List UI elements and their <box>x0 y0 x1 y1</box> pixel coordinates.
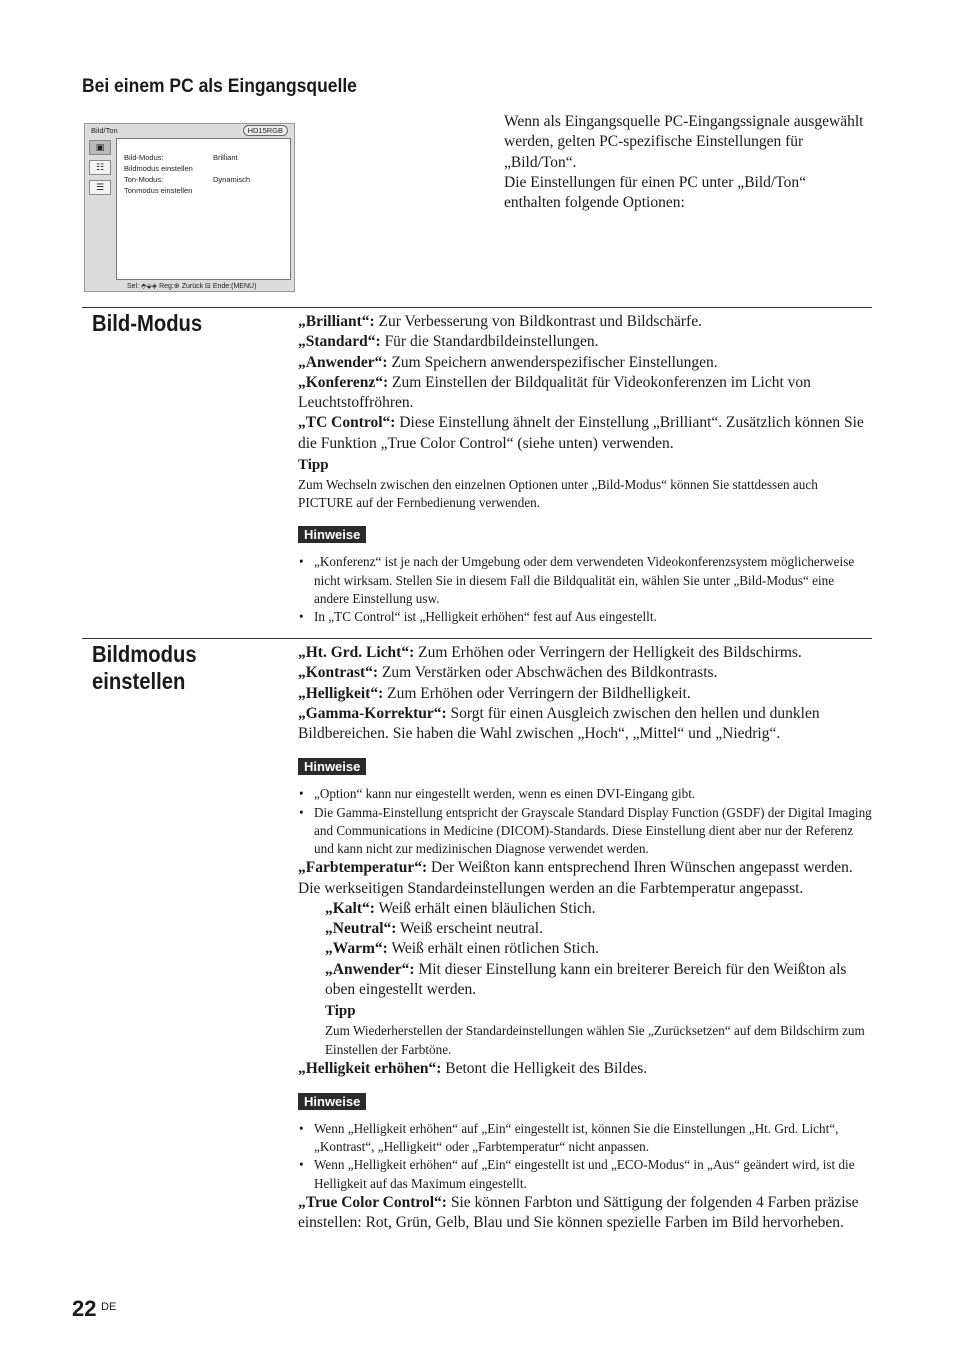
section-title-bildmodus-einstellen: Bildmodus einstellen <box>92 641 197 694</box>
option-item: „Helligkeit“: Zum Erhöhen oder Verringern der Bildhelligkeit. <box>298 684 691 702</box>
option-item: „Konferenz“: Zum Einstellen der Bildqualität für Videokonferenzen im Licht von Leuchtstoffröhren. <box>298 373 811 412</box>
menu-row-value: Brilliant <box>213 153 238 162</box>
settings-icon: ☷ <box>89 160 111 175</box>
page-language: DE <box>101 1301 117 1313</box>
note-item: • Wenn „Helligkeit erhöhen“ auf „Ein“ eingestellt ist und „ECO-Modus“ in „Aus“ geändert wird, ist die Helligkeit auf das Maximum eingestellt. <box>298 1156 872 1192</box>
menu-row-label: Ton-Modus: <box>124 175 164 184</box>
note-item: • Wenn „Helligkeit erhöhen“ auf „Ein“ eingestellt ist, können Sie die Einstellungen „Ht. Grd. Licht“, „Kontrast“, „Helligkeit“ oder „Farbtemperatur“ nicht anpassen. <box>298 1120 872 1156</box>
tip-text: Zum Wiederherstellen der Standardeinstellungen wählen Sie „Zurücksetzen“ auf dem Bildschirm zum Einstellen der Farbtöne. <box>325 1023 865 1057</box>
section-divider <box>82 638 872 639</box>
sub-option-item: „Anwender“: Mit dieser Einstellung kann ein breiterer Bereich für den Weißton als oben eingestellt werden. <box>325 960 847 999</box>
tip-text: Zum Wechseln zwischen den einzelnen Optionen unter „Bild-Modus“ können Sie stattdessen auch PICTURE auf der Fernbedienung verwenden. <box>298 477 818 511</box>
page-number: 22 <box>72 1296 97 1321</box>
tip-title: Tipp <box>298 457 329 474</box>
menu-screenshot <box>84 123 295 292</box>
notes-list <box>298 553 872 626</box>
intro-paragraph: Die Einstellungen für einen PC unter „Bild/Ton“ enthalten folgende Optionen: <box>504 173 806 212</box>
menu-row-label: Bildmodus einstellen <box>124 164 193 173</box>
menu-row-label: Bild-Modus: <box>124 153 164 162</box>
sub-option-item: „Kalt“: Weiß erhält einen bläulichen Stich. <box>325 899 596 917</box>
menu-icon-column <box>89 140 113 200</box>
note-item: • Die Gamma-Einstellung entspricht der Grayscale Standard Display Function (GSDF) der Digital Imaging and Communications in Medicine (DICOM)-Standards. Diese Einstellung dient aber nur der Referenz und kann nicht zur medizinischen Diagnose verwendet werden. <box>298 804 872 859</box>
menu-footer: Sel: ⬘⬙◈ Reg:⊕ Zurück ⊟ Ende:(MENU) <box>127 283 257 290</box>
input-source-label: HD15RGB <box>243 125 288 136</box>
section-divider <box>82 307 872 308</box>
notes-badge: Hinweise <box>298 758 366 775</box>
sub-option-item: „Warm“: Weiß erhält einen rötlichen Stich. <box>325 940 599 958</box>
option-item-farbtemperatur: „Farbtemperatur“: Der Weißton kann entsprechend Ihren Wünschen angepasst werden. Die werkseitigen Standardeinstellungen werden an die Farbtemperatur angepasst. <box>298 859 853 897</box>
notes-badge: Hinweise <box>298 526 366 543</box>
notes-badge: Hinweise <box>298 1093 366 1110</box>
section-body-bild-modus <box>298 312 872 626</box>
section-heading: Bei einem PC als Eingangsquelle <box>82 76 357 97</box>
option-item-helligkeit-erhoehen: „Helligkeit erhöhen“: Betont die Helligkeit des Bildes. <box>298 1059 648 1077</box>
notes-list <box>298 785 872 858</box>
option-item: „Kontrast“: Zum Verstärken oder Abschwächen des Bildkontrasts. <box>298 664 718 682</box>
option-item: „Gamma-Korrektur“: Sorgt für einen Ausgleich zwischen den hellen und dunklen Bildbereichen. Sie haben die Wahl zwischen „Hoch“, „Mittel“ und „Niedrig“. <box>298 704 820 743</box>
list-icon: ☰ <box>89 180 111 195</box>
menu-row-label: Tonmodus einstellen <box>124 186 193 195</box>
section-title-bild-modus: Bild-Modus <box>92 310 203 336</box>
menu-row-value: Dynamisch <box>213 175 251 184</box>
option-item-true-color-control: „True Color Control“: Sie können Farbton und Sättigung der folgenden 4 Farben präzise einstellen: Rot, Grün, Gelb, Blau und Sie können spezielle Farben im Bild hervorheben. <box>298 1193 859 1232</box>
tip-title: Tipp <box>325 1003 356 1020</box>
sub-option-item: „Neutral“: Weiß erscheint neutral. <box>325 920 543 938</box>
section-body-bildmodus-einstellen <box>298 643 872 1233</box>
intro-paragraph: Wenn als Eingangsquelle PC-Eingangssignale ausgewählt werden, gelten PC-spezifische Einstellungen für „Bild/Ton“. <box>504 113 864 171</box>
option-item: „Brilliant“: Zur Verbesserung von Bildkontrast und Bildschärfe. <box>298 313 702 330</box>
option-item: „TC Control“: Diese Einstellung ähnelt der Einstellung „Brilliant“. Zusätzlich können Sie die Funktion „True Color Control“ (siehe unten) verwenden. <box>298 414 864 452</box>
note-item: • „Konferenz“ ist je nach der Umgebung oder dem verwendeten Videokonferenzsystem möglicherweise nicht wirksam. Stellen Sie in diesem Fall die Bildqualität ein, wählen Sie unter „Bild-Modus“ eine andere Einstellung usw. <box>298 553 872 608</box>
notes-list <box>298 1120 872 1193</box>
intro-text <box>504 112 864 213</box>
option-item: „Anwender“: Zum Speichern anwenderspezifischer Einstellungen. <box>298 353 718 371</box>
menu-panel <box>116 138 291 280</box>
option-item: „Ht. Grd. Licht“: Zum Erhöhen oder Verringern der Helligkeit des Bildschirms. <box>298 644 802 661</box>
note-item: • In „TC Control“ ist „Helligkeit erhöhen“ fest auf Aus eingestellt. <box>298 608 872 626</box>
note-item: • „Option“ kann nur eingestellt werden, wenn es einen DVI-Eingang gibt. <box>298 785 872 803</box>
option-item: „Standard“: Für die Standardbildeinstellungen. <box>298 333 599 351</box>
menu-title: Bild/Ton <box>91 126 118 135</box>
picture-icon: ▣ <box>89 140 111 155</box>
